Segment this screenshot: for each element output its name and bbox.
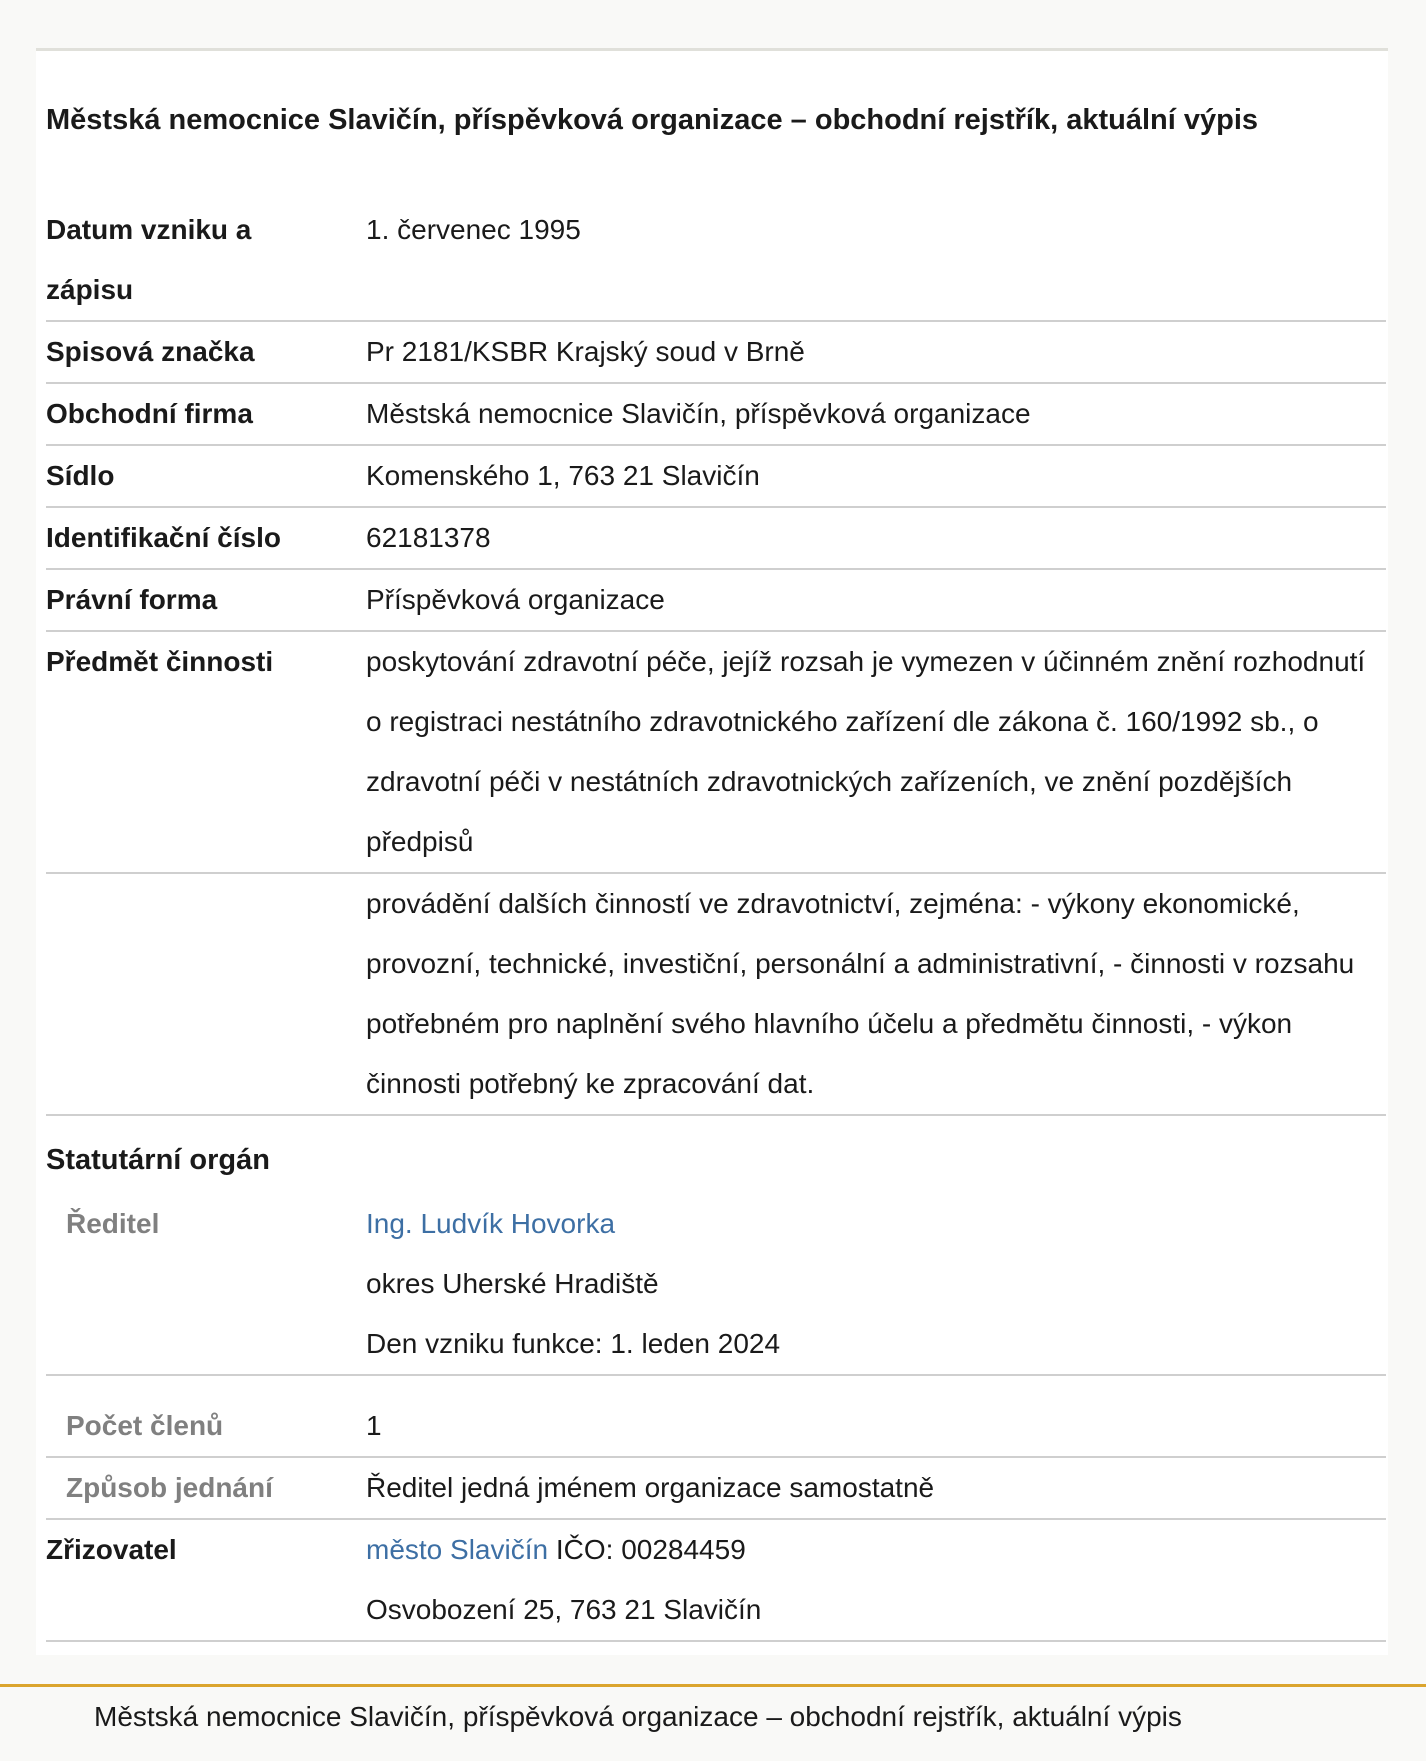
row-founder (46, 1520, 1386, 1642)
row-seat (46, 446, 1386, 508)
value-id-number: 62181378 (366, 522, 491, 553)
label-business-name: Obchodní firma (46, 398, 253, 429)
row-director (46, 1194, 1386, 1376)
label-members: Počet členů (66, 1410, 224, 1441)
row-id-number (46, 508, 1386, 570)
row-conduct (46, 1458, 1386, 1520)
value-activity-2: provádění dalších činností ve zdravotnictví, zejména: - výkony ekonomické, provozní, technické, investiční, personální a administrativní, - činnosti v rozsahu potřebném pro naplnění svého hlavního účelu a předmětu činnosti, - výkon činnosti potřebný ke zpracování dat. (366, 888, 1355, 1099)
row-activity (46, 632, 1386, 874)
label-director: Ředitel (66, 1208, 160, 1239)
director-name-link[interactable]: Ing. Ludvík Hovorka (366, 1208, 616, 1239)
footer-text: Městská nemocnice Slavičín, příspěvková organizace – obchodní rejstřík, aktuální výpis (94, 1701, 1182, 1732)
row-activity-2 (46, 874, 1386, 1116)
label-activity: Předmět činnosti (46, 646, 274, 677)
value-members: 1 (366, 1410, 382, 1441)
footer (0, 1684, 1426, 1761)
label-founder: Zřizovatel (46, 1534, 177, 1565)
row-legal-form (46, 570, 1386, 632)
value-director (366, 1194, 1376, 1374)
value-legal-form: Příspěvková organizace (366, 584, 665, 615)
value-conduct: Ředitel jedná jménem organizace samostatně (366, 1472, 935, 1503)
value-activity-1: poskytování zdravotní péče, jejíž rozsah je vymezen v účinném znění rozhodnutí o registraci nestátního zdravotnického zařízení dle zákona č. 160/1992 sb., o zdravotní péči v nestátních zdravotnických zařízeních, ve znění pozdějších předpisů (366, 646, 1366, 857)
director-since: Den vzniku funkce: 1. leden 2024 (366, 1328, 781, 1359)
founder-ico: IČO: 00284459 (555, 1534, 746, 1565)
label-legal-form: Právní forma (46, 584, 218, 615)
founder-name-link[interactable]: město Slavičín (366, 1534, 549, 1565)
value-seat: Komenského 1, 763 21 Slavičín (366, 460, 760, 491)
label-id-number: Identifikační číslo (46, 522, 281, 553)
value-file-number: Pr 2181/KSBR Krajský soud v Brně (366, 336, 805, 367)
page-title: Městská nemocnice Slavičín, příspěvková organizace – obchodní rejstřík, aktuální výpis (46, 104, 1259, 136)
row-founded (46, 200, 1386, 322)
label-founded: Datum vzniku a zápisu (46, 214, 252, 305)
row-business-name (46, 384, 1386, 446)
label-file-number: Spisová značka (46, 336, 255, 367)
value-founded: 1. červenec 1995 (366, 214, 581, 245)
label-seat: Sídlo (46, 460, 115, 491)
value-founder (366, 1520, 1376, 1640)
section-heading-statutory: Statutární orgán (46, 1144, 270, 1176)
founder-address: Osvobození 25, 763 21 Slavičín (366, 1594, 762, 1625)
label-conduct: Způsob jednání (66, 1472, 273, 1503)
director-district: okres Uherské Hradiště (366, 1268, 659, 1299)
value-business-name: Městská nemocnice Slavičín, příspěvková organizace (366, 398, 1031, 429)
row-members (46, 1396, 1386, 1458)
row-file-number (46, 322, 1386, 384)
